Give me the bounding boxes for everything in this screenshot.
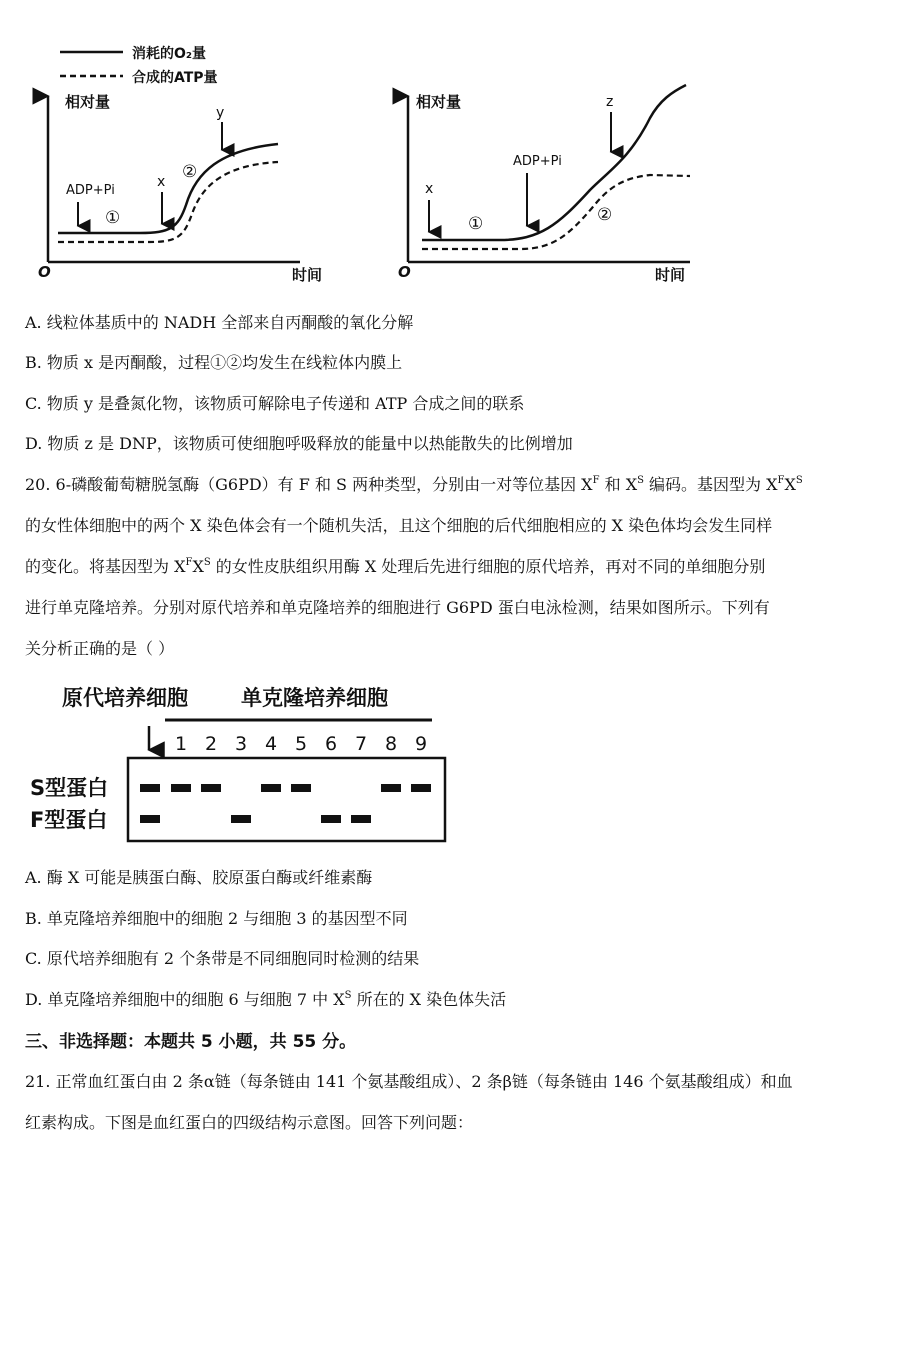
q19-option-c: C. 物质 y 是叠氮化物，该物质可解除电子传递和 ATP 合成之间的联系 — [25, 394, 525, 413]
superscript: F — [185, 557, 193, 568]
superscript: S — [203, 557, 211, 568]
left-x-label: 时间 — [292, 266, 323, 284]
superscript: S — [795, 475, 803, 486]
q21-stem-line: 21. 正常血红蛋白由 2 条α链（每条链由 141 个氨基酸组成）、2 条β链（每条链由 146 个氨基酸组成）和血 — [25, 1072, 793, 1091]
superscript: S — [344, 990, 352, 1001]
right-z-arrow-label: z — [606, 94, 614, 110]
right-atp-curve — [422, 175, 690, 249]
clone-s-band — [261, 784, 281, 792]
right-x-label: 时间 — [655, 266, 686, 284]
lane-number: 6 — [324, 733, 338, 755]
left-y-label: 相对量 — [65, 93, 111, 111]
left-x-arrow-label: x — [157, 174, 166, 190]
q21-stem-line: 红素构成。下图是血红蛋白的四级结构示意图。回答下列问题： — [25, 1113, 474, 1132]
clone-s-band — [201, 784, 221, 792]
clone-f-band — [321, 815, 341, 823]
gel-bands — [140, 784, 431, 823]
primary-culture-label: 原代培养细胞 — [62, 686, 188, 710]
q20-option-a: A. 酶 X 可能是胰蛋白酶、胶原蛋白酶或纤维素酶 — [25, 868, 373, 887]
gel-box — [128, 758, 445, 841]
q21-stem — [25, 1061, 875, 1143]
q20-option-d: D. 单克隆培养细胞中的细胞 6 与细胞 7 中 $X^S$ 所在的 X 染色体失活 — [25, 990, 507, 1009]
q20-option-b: B. 单克隆培养细胞中的细胞 2 与细胞 3 的基因型不同 — [25, 909, 408, 928]
q19-option-b: B. 物质 x 是丙酮酸，过程①②均发生在线粒体内膜上 — [25, 353, 403, 372]
q20-stem-line: 的变化。将基因型为 $X^FX^S$ 的女性皮肤组织用酶 X 处理后先进行细胞的原代培养，再对不同的单细胞分别 — [25, 557, 766, 576]
right-stage-1: ① — [468, 214, 484, 234]
lane-number: 8 — [384, 733, 398, 755]
lane-number: 2 — [204, 733, 218, 755]
gel-electrophoresis-figure — [0, 670, 900, 850]
right-stage-2: ② — [597, 205, 613, 225]
right-graph — [398, 85, 690, 284]
q20-stem-line: 的女性体细胞中的两个 X 染色体会有一个随机失活，且这个细胞的后代细胞相应的 X 染色体均会发生同样 — [25, 516, 773, 535]
lane-number: 5 — [294, 733, 308, 755]
lane-number: 4 — [264, 733, 278, 755]
superscript: F — [777, 475, 785, 486]
legend-dashed-label: 合成的ATP量 — [132, 70, 218, 86]
lane-number: 1 — [174, 733, 188, 755]
row-label-f: F型蛋白 — [30, 808, 108, 832]
left-graph — [38, 93, 322, 284]
lane-number: 9 — [414, 733, 428, 755]
superscript: F — [592, 475, 600, 486]
clone-s-band — [171, 784, 191, 792]
left-stage-1: ① — [105, 208, 121, 228]
q20-stem — [25, 464, 875, 669]
right-adp-label: ADP+Pi — [513, 154, 562, 169]
right-x-arrow-label: x — [425, 181, 434, 197]
q20-stem-line: 进行单克隆培养。分别对原代培养和单克隆培养的细胞进行 G6PD 蛋白电泳检测，结果如图所示。下列有 — [25, 598, 770, 617]
legend-solid-label: 消耗的O₂量 — [132, 46, 207, 62]
lane-number: 3 — [234, 733, 248, 755]
left-adp-label: ADP+Pi — [66, 183, 115, 198]
left-y-arrow-label: y — [216, 105, 225, 121]
clone-s-band — [381, 784, 401, 792]
q20-stem-line: 关分析正确的是（ ） — [25, 639, 175, 658]
primary-s-band — [140, 784, 160, 792]
respiration-graphs-figure — [0, 0, 900, 300]
q19-option-a: A. 线粒体基质中的 NADH 全部来自丙酮酸的氧化分解 — [25, 313, 414, 332]
clone-culture-label: 单克隆培养细胞 — [241, 686, 388, 710]
left-origin: O — [38, 263, 51, 281]
lane-number: 7 — [354, 733, 368, 755]
lane-numbers — [175, 733, 427, 755]
clone-f-band — [231, 815, 251, 823]
clone-s-band — [291, 784, 311, 792]
q20-option-c: C. 原代培养细胞有 2 个条带是不同细胞同时检测的结果 — [25, 949, 420, 968]
clone-f-band — [351, 815, 371, 823]
right-y-label: 相对量 — [416, 93, 462, 111]
row-label-s: S型蛋白 — [30, 776, 109, 800]
section-3-heading: 三、非选择题：本题共 5 小题，共 55 分。 — [25, 1032, 357, 1052]
legend — [60, 45, 218, 86]
left-stage-2: ② — [182, 162, 198, 182]
clone-s-band — [411, 784, 431, 792]
right-origin: O — [398, 263, 411, 281]
q20-stem-line: 20. 6-磷酸葡萄糖脱氢酶（G6PD）有 F 和 S 两种类型，分别由一对等位基因 $X^F$ 和 $X^S$ 编码。基因型为 $X^FX^S$ — [25, 475, 803, 494]
primary-f-band — [140, 815, 160, 823]
q19-option-d: D. 物质 z 是 DNP，该物质可使细胞呼吸释放的能量中以热能散失的比例增加 — [25, 434, 573, 453]
superscript: S — [637, 475, 644, 486]
